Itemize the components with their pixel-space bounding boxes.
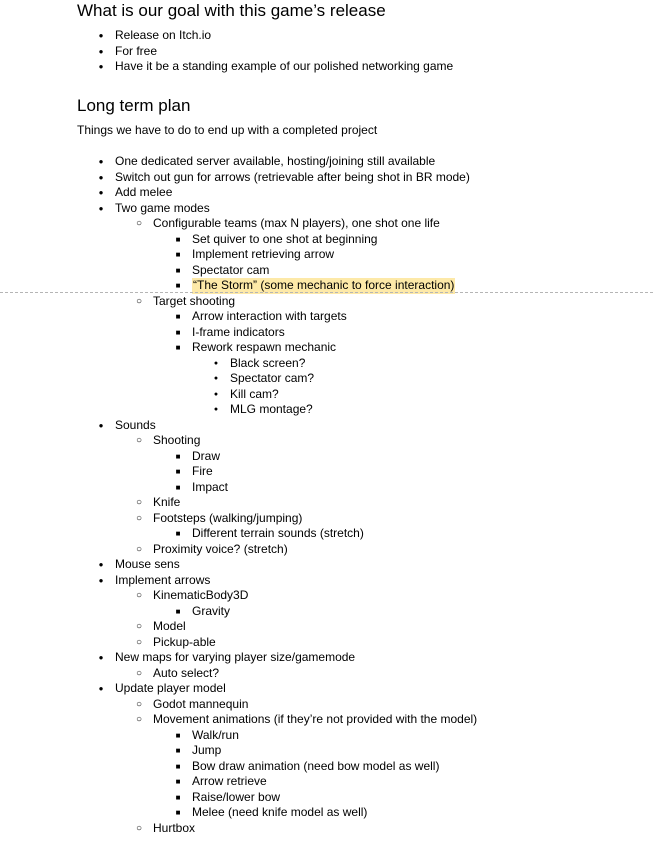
list-item-text: Bow draw animation (need bow model as well) (192, 758, 440, 773)
bullet-square-icon: ■ (175, 343, 181, 352)
list-item-text: Two game modes (115, 200, 210, 215)
bullet-disc-icon: ● (98, 157, 104, 166)
list-item-text: Arrow retrieve (192, 774, 267, 788)
list-item-text: Kill cam? (230, 386, 279, 401)
list-item-text: Godot mannequin (153, 696, 249, 711)
list-item-text: KinematicBody3D (153, 588, 249, 602)
list-item-text: Update player model (115, 681, 226, 695)
bullet-disc-icon: ● (213, 406, 219, 413)
bullet-square-icon: ■ (175, 808, 181, 817)
bullet-square-icon: ■ (175, 746, 181, 755)
bullet-square-icon: ■ (175, 281, 181, 290)
bullet-square-icon: ■ (175, 482, 181, 492)
bullet-disc-icon: ● (98, 188, 104, 197)
list-item-text: Hurtbox (153, 820, 196, 835)
list-item-text: Sounds (115, 417, 156, 432)
bullet-circle-icon: ○ (135, 497, 143, 508)
list-item-text: Gravity (192, 603, 231, 618)
bullet-disc-icon: ● (98, 420, 104, 430)
bullet-circle-icon: ○ (135, 590, 143, 601)
bullet-square-icon: ■ (175, 606, 181, 616)
list-item-text: Configurable teams (max N players), one shot one life (153, 216, 440, 230)
list-item-text: Rework respawn mechanic (192, 340, 337, 354)
bullet-disc-icon: ● (98, 575, 104, 585)
list-item-text: I-frame indicators (192, 324, 285, 339)
bullet-square-icon: ■ (175, 327, 181, 337)
highlighted-list-item-text: “The Storm” (some mechanic to force interaction) (193, 278, 455, 292)
bullet-disc-icon: ● (98, 62, 104, 71)
list-item-text: Impact (192, 479, 229, 494)
list-item-text: Jump (192, 743, 222, 757)
bullet-circle-icon: ○ (135, 218, 143, 229)
bullet-circle-icon: ○ (135, 667, 143, 679)
bullet-circle-icon: ○ (135, 698, 143, 710)
bullet-square-icon: ■ (175, 265, 181, 275)
list-item-text: Mouse sens (115, 557, 180, 571)
list-item-text: Shooting (153, 433, 201, 447)
list-item-text: Walk/run (192, 727, 239, 742)
page-break-divider (0, 292, 653, 293)
list-item-text: Movement animations (if they’re not provided with the model) (153, 712, 478, 726)
bullet-square-icon: ■ (175, 792, 181, 802)
bullet-disc-icon: ● (98, 560, 104, 569)
list-item-text: Switch out gun for arrows (retrievable after being shot in BR mode) (115, 169, 470, 184)
list-item-text: Proximity voice? (stretch) (153, 541, 288, 556)
list-item-text: Pickup-able (153, 634, 216, 649)
list-item-text: Set quiver to one shot at beginning (192, 231, 378, 246)
bullet-disc-icon: ● (213, 359, 219, 367)
bullet-square-icon: ■ (175, 312, 181, 321)
list-item-text: One dedicated server available, hosting/joining still available (115, 154, 436, 168)
list-item-text: Different terrain sounds (stretch) (192, 526, 364, 540)
plan-heading: Long term plan (77, 96, 191, 115)
bullet-circle-icon: ○ (135, 543, 143, 555)
list-item-text: New maps for varying player size/gamemode (115, 650, 356, 664)
list-item-text: Implement arrows (115, 572, 211, 587)
bullet-disc-icon: ● (98, 172, 104, 182)
list-item-text: MLG montage? (230, 402, 313, 416)
bullet-square-icon: ■ (175, 234, 181, 244)
list-item-text: Raise/lower bow (192, 789, 281, 804)
list-item-text: Melee (need knife model as well) (192, 805, 368, 819)
list-item-text: Arrow interaction with targets (192, 309, 347, 323)
list-item-text: Release on Itch.io (115, 28, 212, 42)
bullet-circle-icon: ○ (135, 621, 143, 632)
list-item-text: For free (115, 43, 158, 58)
list-item-text: Draw (192, 448, 221, 463)
bullet-square-icon: ■ (175, 777, 181, 786)
bullet-disc-icon: ● (98, 684, 104, 693)
list-item-text: Target shooting (153, 293, 236, 308)
list-item-text: Have it be a standing example of our polished networking game (115, 59, 454, 73)
list-item-text: Spectator cam? (230, 371, 315, 385)
list-item-text: Knife (153, 495, 181, 509)
bullet-circle-icon: ○ (135, 435, 143, 446)
bullet-circle-icon: ○ (135, 822, 143, 834)
goal-heading: What is our goal with this game’s release (77, 1, 386, 20)
list-item-text: Add melee (115, 185, 173, 199)
bullet-disc-icon: ● (213, 375, 219, 382)
list-item-text: Spectator cam (192, 262, 270, 277)
list-item-text: Fire (192, 464, 213, 478)
list-item-text: Implement retrieving arrow (192, 247, 335, 261)
plan-intro: Things we have to do to end up with a completed project (77, 123, 378, 137)
bullet-circle-icon: ○ (135, 636, 143, 648)
bullet-circle-icon: ○ (135, 295, 143, 307)
bullet-disc-icon: ● (98, 203, 104, 213)
list-item-text: Black screen? (230, 355, 306, 370)
bullet-square-icon: ■ (175, 451, 181, 461)
list-item-text: Model (153, 619, 186, 633)
bullet-disc-icon: ● (98, 653, 104, 662)
bullet-square-icon: ■ (175, 467, 181, 476)
list-item-text: Footsteps (walking/jumping) (153, 510, 303, 525)
bullet-square-icon: ■ (175, 529, 181, 538)
bullet-disc-icon: ● (98, 46, 104, 56)
bullet-disc-icon: ● (213, 390, 219, 398)
bullet-circle-icon: ○ (135, 512, 143, 524)
bullet-disc-icon: ● (98, 31, 104, 40)
bullet-square-icon: ■ (175, 761, 181, 771)
bullet-square-icon: ■ (175, 730, 181, 740)
bullet-square-icon: ■ (175, 250, 181, 259)
bullet-circle-icon: ○ (135, 714, 143, 725)
list-item-text: Auto select? (153, 665, 220, 680)
